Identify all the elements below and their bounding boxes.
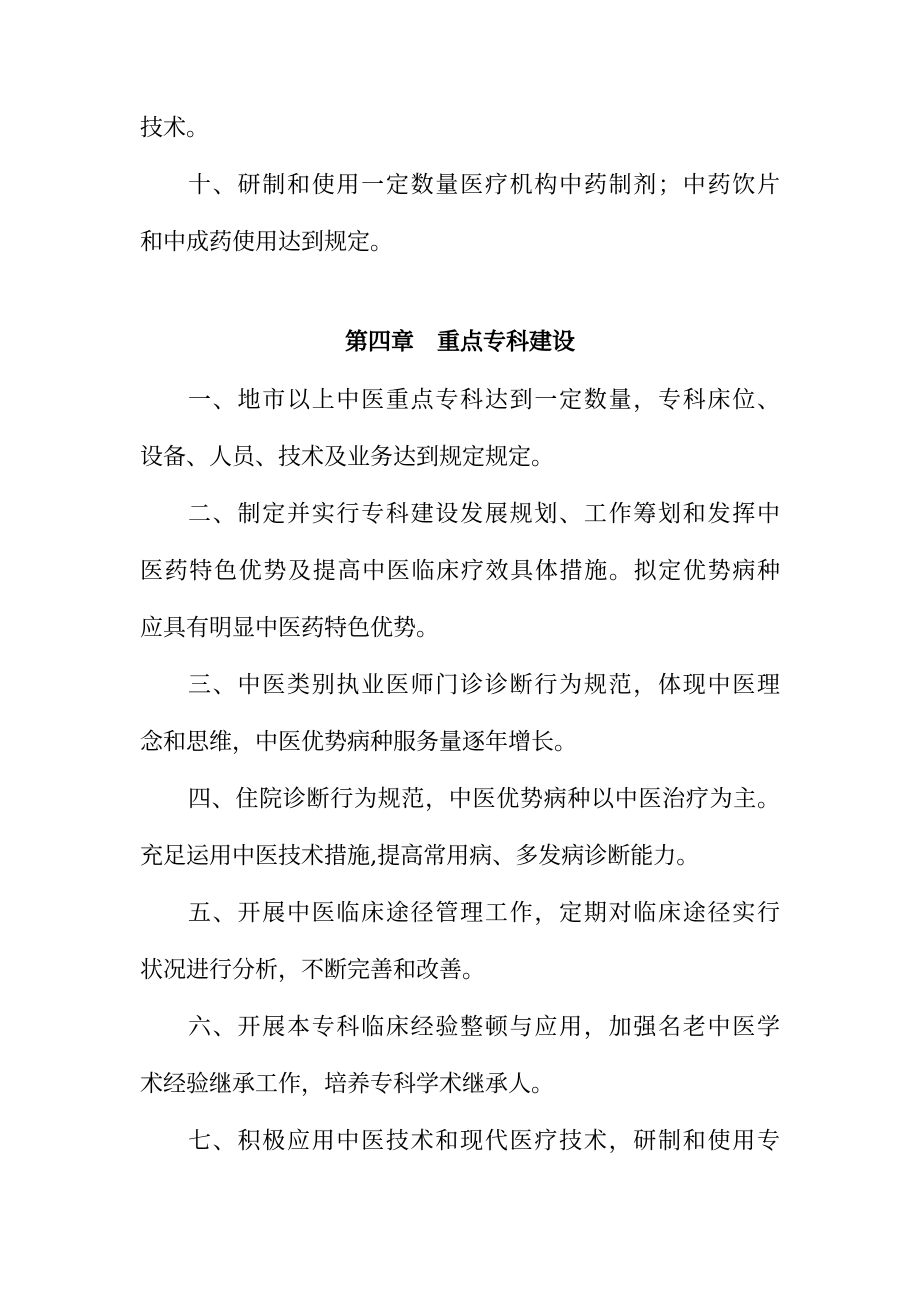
paragraph-3-line-2: 念和思维，中医优势病种服务量逐年增长。 bbox=[140, 729, 577, 755]
paragraph-5-line-1: 五、开展中医临床途径管理工作，定期对临床途径实行 bbox=[188, 900, 780, 926]
paragraph-1-line-1: 一、地市以上中医重点专科达到一定数量，专科床位、 bbox=[188, 387, 780, 413]
paragraph-5-line-2: 状况进行分析，不断完善和改善。 bbox=[140, 957, 485, 983]
paragraph-6-line-2: 术经验继承工作，培养专科学术继承人。 bbox=[140, 1071, 554, 1097]
paragraph-3-line-1: 三、中医类别执业医师门诊诊断行为规范，体现中医理 bbox=[188, 672, 780, 698]
text-line: 技术。 bbox=[140, 115, 209, 141]
paragraph-4-line-2: 充足运用中医技术措施,提高常用病、多发病诊断能力。 bbox=[140, 843, 700, 869]
paragraph-2-line-1: 二、制定并实行专科建设发展规划、工作筹划和发挥中 bbox=[188, 501, 780, 527]
paragraph-7-line-1: 七、积极应用中医技术和现代医疗技术，研制和使用专 bbox=[188, 1128, 780, 1154]
paragraph-2-line-3: 应具有明显中医药特色优势。 bbox=[140, 615, 439, 641]
paragraph-10-line-2: 和中成药使用达到规定。 bbox=[140, 229, 393, 255]
paragraph-6-line-1: 六、开展本专科临床经验整顿与应用，加强名老中医学 bbox=[188, 1014, 780, 1040]
paragraph-4-line-1: 四、住院诊断行为规范，中医优势病种以中医治疗为主。 bbox=[188, 786, 780, 812]
paragraph-2-line-2: 医药特色优势及提高中医临床疗效具体措施。拟定优势病种 bbox=[140, 558, 780, 584]
paragraph-10-line-1: 十、研制和使用一定数量医疗机构中药制剂；中药饮片 bbox=[188, 172, 780, 198]
chapter-title: 第四章 重点专科建设 bbox=[345, 328, 575, 355]
paragraph-1-line-2: 设备、人员、技术及业务达到规定规定。 bbox=[140, 444, 554, 470]
